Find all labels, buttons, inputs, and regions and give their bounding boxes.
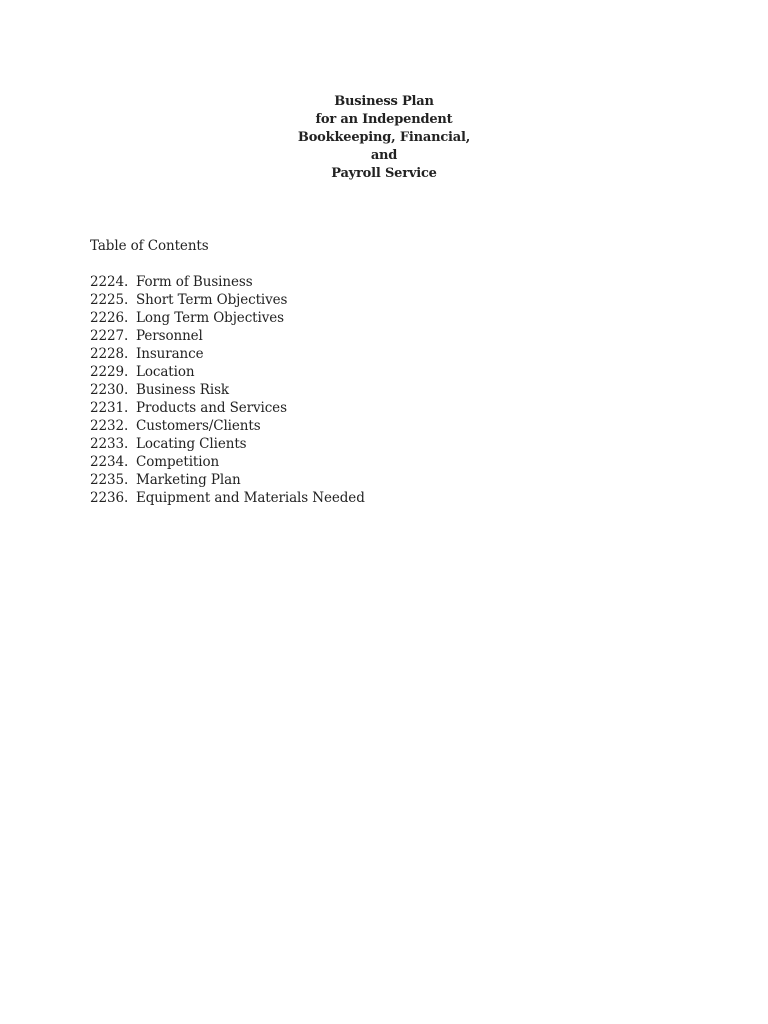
title-line-4: and [370,148,398,163]
title-line-5: Payroll Service [331,166,437,181]
toc-item-number: 2234. [90,454,129,470]
toc-item-text: Business Risk [136,382,229,398]
toc-item-number: 2229. [90,364,129,380]
toc-item-text: Short Term Objectives [136,292,288,308]
toc-item-text: Products and Services [136,400,287,416]
title-line-2: for an Independent [315,112,453,127]
toc-item-number: 2225. [90,292,129,308]
toc-item-number: 2226. [90,310,129,326]
toc-item-text: Competition [136,454,220,470]
toc-item-text: Marketing Plan [136,472,241,488]
toc-item-text: Locating Clients [136,436,247,452]
toc-item [90,417,365,435]
toc-item-text: Insurance [136,346,204,362]
toc-item-number: 2232. [90,418,129,434]
toc-item [90,345,365,363]
toc-item [90,273,365,291]
toc-item [90,309,365,327]
toc-item [90,489,365,507]
toc-item [90,399,365,417]
toc-item [90,381,365,399]
toc-item-text: Form of Business [136,274,253,290]
toc-item-text: Equipment and Materials Needed [136,490,365,506]
toc-item [90,327,365,345]
toc-item-number: 2231. [90,400,129,416]
toc-item [90,435,365,453]
toc-item [90,453,365,471]
toc-item-number: 2228. [90,346,129,362]
toc-item-number: 2235. [90,472,129,488]
toc-item-number: 2233. [90,436,129,452]
toc-item-text: Personnel [136,328,203,344]
title-line-1: Business Plan [334,94,434,109]
toc-item-number: 2230. [90,382,129,398]
toc-item [90,363,365,381]
document-title [0,93,768,183]
toc-list [90,273,365,507]
toc-item-number: 2227. [90,328,129,344]
toc-item-number: 2236. [90,490,129,506]
toc-item-text: Location [136,364,195,380]
toc-item [90,471,365,489]
toc-item-number: 2224. [90,274,129,290]
toc-item-text: Customers/Clients [136,418,261,434]
title-line-3: Bookkeeping, Financial, [297,130,471,145]
toc-heading: Table of Contents [90,238,209,254]
toc-item [90,291,365,309]
toc-item-text: Long Term Objectives [136,310,284,326]
